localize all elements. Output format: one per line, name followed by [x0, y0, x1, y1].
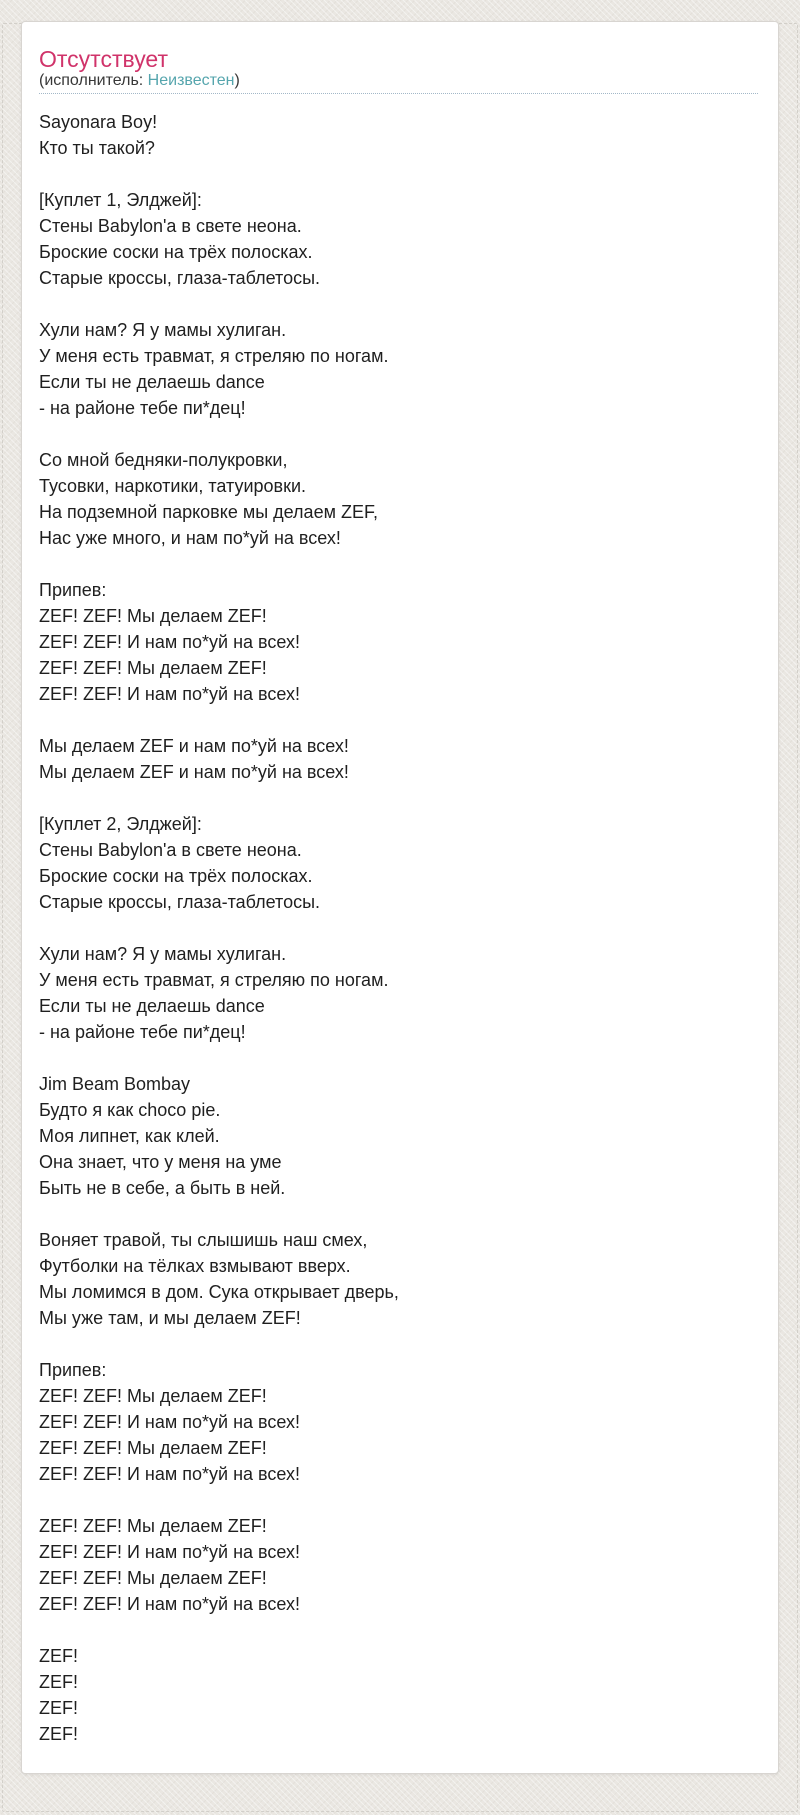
song-title-link[interactable]: Отсутствует: [39, 46, 168, 72]
artist-label: (исполнитель:: [39, 72, 148, 89]
artist-suffix: ): [234, 72, 240, 89]
artist-line: [39, 71, 758, 94]
lyrics-text: Sayonara Boy! Кто ты такой? [Куплет 1, Элджей]: Стены Babylon'а в свете неона. Броские соски на трёх полосках. Старые кроссы, глаза-таблетосы. Хули нам? Я у мамы хулиган. У меня есть травмат, я стреляю по ногам. Если ты не делаешь dance - на районе тебе пи*дец! Со мной бедняки-полукровки, Тусовки, наркотики, татуировки. На подземной парковке мы делаем ZEF, Нас уже много, и нам по*уй на всех! Припев: ZEF! ZEF! Мы делаем ZEF! ZEF! ZEF! И нам по*уй на всех! ZEF! ZEF! Мы делаем ZEF! ZEF! ZEF! И нам по*уй на всех! Мы делаем ZEF и нам по*уй на всех! Мы делаем ZEF и нам по*уй на всех! [Куплет 2, Элджей]: Стены Babylon'а в свете неона. Броские соски на трёх полосках. Старые кроссы, глаза-таблетосы. Хули нам? Я у мамы хулиган. У меня есть травмат, я стреляю по ногам. Если ты не делаешь dance - на районе тебе пи*дец! Jim Beam Bombay Будто я как choco pie. Моя липнет, как клей. Она знает, что у меня на уме Быть не в себе, а быть в ней. Воняет травой, ты слышишь наш смех, Футболки на тёлках взмывают вверх. Мы ломимся в дом. Сука открывает дверь, Мы уже там, и мы делаем ZEF! Припев: ZEF! ZEF! Мы делаем ZEF! ZEF! ZEF! И нам по*уй на всех! ZEF! ZEF! Мы делаем ZEF! ZEF! ZEF! И нам по*уй на всех! ZEF! ZEF! Мы делаем ZEF! ZEF! ZEF! И нам по*уй на всех! ZEF! ZEF! Мы делаем ZEF! ZEF! ZEF! И нам по*уй на всех! ZEF! ZEF! ZEF! ZEF!: [39, 112, 399, 1744]
artist-link[interactable]: Неизвестен: [147, 72, 235, 89]
page-background: [0, 21, 800, 1815]
lyrics-card: [21, 21, 779, 1774]
page-title: [39, 47, 758, 71]
